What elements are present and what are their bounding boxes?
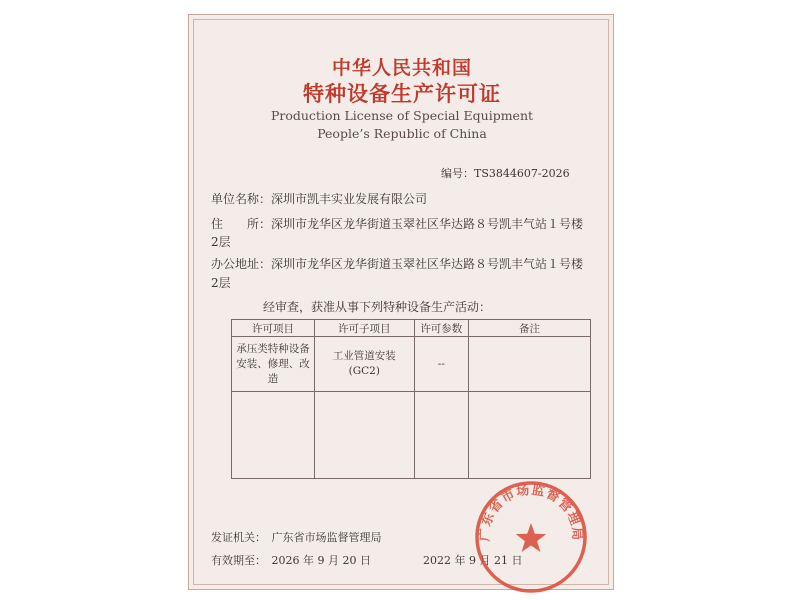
intro-text: 经审查，获准从事下列特种设备生产活动： [263, 300, 492, 314]
unit-value: 深圳市凯丰实业发展有限公司 [271, 192, 428, 206]
license-table [231, 319, 591, 479]
cell-item-line2: 安装、修理、改 [236, 357, 310, 370]
header-item: 许可项目 [232, 320, 315, 337]
cell-item-line1: 承压类特种设备 [236, 342, 310, 355]
issue-date: 2022 年 9 月 21 日 [423, 554, 523, 567]
cell-note [468, 337, 590, 392]
office-value-cont: 2层 [211, 276, 231, 290]
cell-subitem [314, 337, 414, 392]
license-number: 编号：TS3844607-2026 [441, 167, 570, 180]
cell-param: -- [414, 337, 468, 392]
official-seal [471, 477, 591, 597]
table-header-row [232, 320, 591, 337]
cell-subitem-line1: 工业管道安装 [332, 350, 396, 362]
unit-label: 单位名称： [211, 192, 272, 206]
certificate [188, 14, 614, 590]
cell-subitem-line2: (GC2) [348, 365, 380, 377]
office-label: 办公地址： [211, 257, 272, 271]
residence-label: 住 所： [211, 217, 272, 231]
cell-item-line3: 造 [267, 372, 279, 385]
cell-empty [468, 392, 590, 479]
residence-value-cont: 2层 [211, 235, 231, 249]
star-icon [516, 523, 546, 552]
header-param: 许可参数 [414, 320, 468, 337]
table-row [232, 337, 591, 392]
table-empty-row [232, 392, 591, 479]
issuing-authority: 发证机关： 广东省市场监督管理局 [211, 531, 382, 544]
title-en-line1: Production License of Special Equipment [270, 108, 534, 123]
residence-value: 深圳市龙华区龙华街道玉翠社区华达路８号凯丰气站１号楼 [271, 217, 584, 231]
title-cn-line1: 中华人民共和国 [331, 57, 472, 79]
title-en-line2: People’s Republic of China [317, 126, 487, 141]
seal-text: 广东省市场监督管理局 [477, 482, 585, 542]
cell-empty [314, 392, 414, 479]
cell-item [232, 337, 315, 392]
header-subitem: 许可子项目 [314, 320, 414, 337]
title-cn-line2: 特种设备生产许可证 [303, 82, 501, 106]
header-note: 备注 [468, 320, 590, 337]
cell-empty [232, 392, 315, 479]
cell-empty [414, 392, 468, 479]
valid-until: 有效期至： 2026 年 9 月 20 日 [211, 554, 371, 567]
office-value: 深圳市龙华区龙华街道玉翠社区华达路８号凯丰气站１号楼 [271, 257, 584, 271]
